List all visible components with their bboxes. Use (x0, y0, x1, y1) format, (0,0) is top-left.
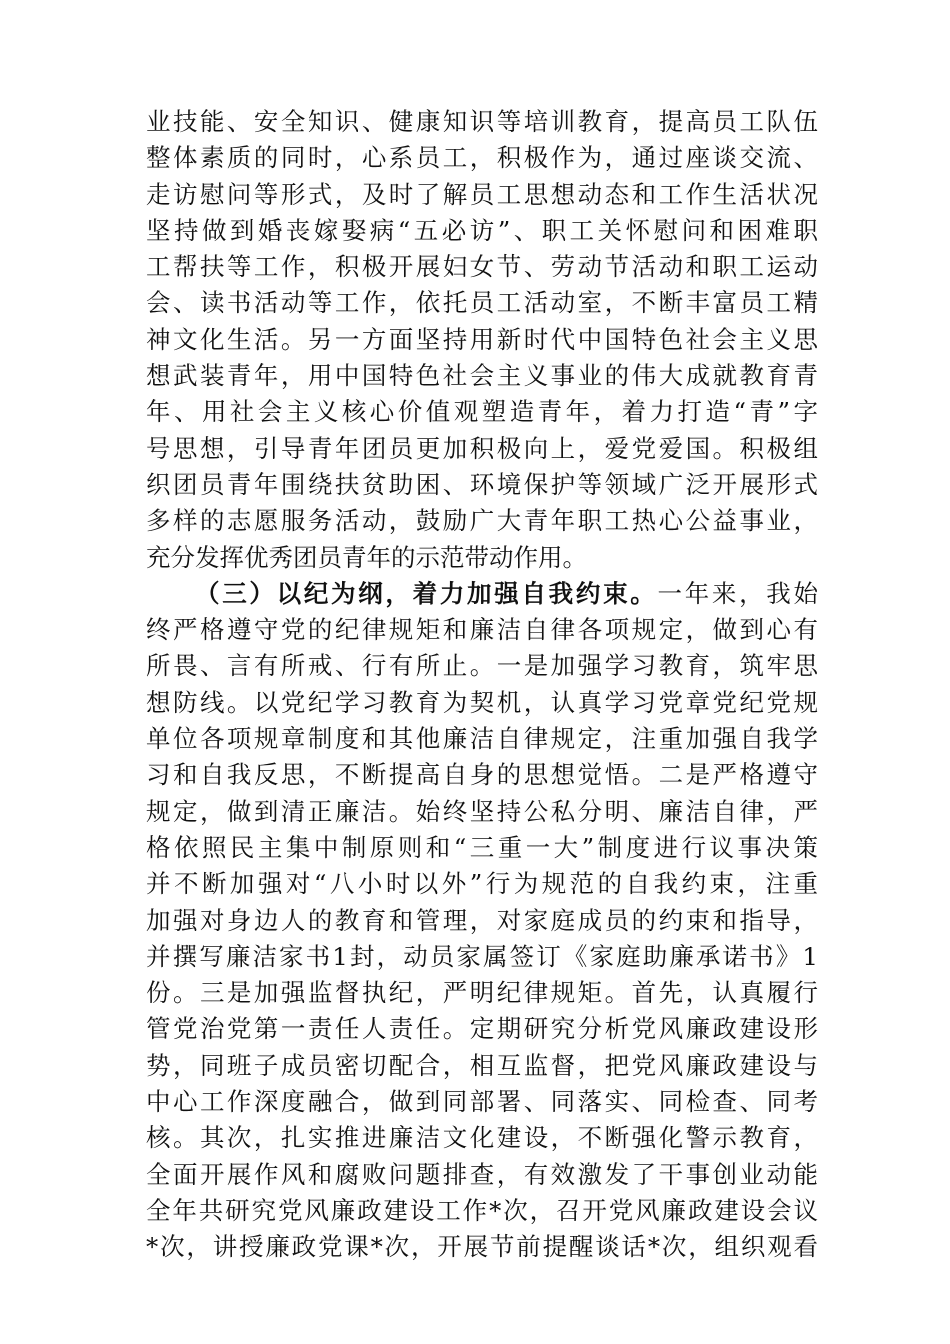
text-line: 走访慰问等形式，及时了解员工思想动态和工作生活状况 (146, 179, 818, 209)
section-heading: （三）以纪为纲，着力加强自我约束。 (195, 578, 658, 608)
text-line: 全年共研究党风廉政建设工作*次，召开党风廉政建设会议 (146, 1195, 818, 1225)
body-text (146, 104, 818, 1266)
text-line: 号思想，引导青年团员更加积极向上，爱党爱国。积极组 (146, 433, 818, 463)
text-line: 并不断加强对“八小时以外”行为规范的自我约束，注重 (146, 869, 818, 899)
text-line: 单位各项规章制度和其他廉洁自律规定，注重加强自我学 (146, 724, 818, 754)
text-line: 会、读书活动等工作，依托员工活动室，不断丰富员工精 (146, 288, 818, 318)
text-line: 年、用社会主义核心价值观塑造青年，着力打造“青”字 (146, 397, 818, 427)
text-line: 终严格遵守党的纪律规矩和廉洁自律各项规定，做到心有 (146, 615, 818, 645)
text-line: *次，讲授廉政党课*次，开展节前提醒谈话*次，组织观看 (146, 1232, 818, 1262)
text-line: 份。三是加强监督执纪，严明纪律规矩。首先，认真履行 (146, 978, 818, 1008)
text-line: 多样的志愿服务活动，鼓励广大青年职工热心公益事业， (146, 506, 818, 536)
text-line: 习和自我反思，不断提高自身的思想觉悟。二是严格遵守 (146, 760, 818, 790)
text-line: 并撰写廉洁家书1封，动员家属签订《家庭助廉承诺书》1 (146, 941, 818, 971)
text-line: 全面开展作风和腐败问题排查，有效激发了干事创业动能 (146, 1159, 818, 1189)
text-line: 织团员青年围绕扶贫助困、环境保护等领域广泛开展形式 (146, 469, 818, 499)
text-run: 一年来，我始 (657, 578, 819, 608)
text-line: 充分发挥优秀团员青年的示范带动作用。 (146, 542, 587, 572)
text-line: 神文化生活。另一方面坚持用新时代中国特色社会主义思 (146, 324, 818, 354)
text-line: 势，同班子成员密切配合，相互监督，把党风廉政建设与 (146, 1050, 818, 1080)
text-line: 核。其次，扎实推进廉洁文化建设，不断强化警示教育， (146, 1123, 818, 1153)
text-line: 管党治党第一责任人责任。定期研究分析党风廉政建设形 (146, 1014, 818, 1044)
text-line: 中心工作深度融合，做到同部署、同落实、同检查、同考 (146, 1087, 818, 1117)
text-line: 格依照民主集中制原则和“三重一大”制度进行议事决策 (146, 832, 818, 862)
text-line: 所畏、言有所戒、行有所止。一是加强学习教育，筑牢思 (146, 651, 818, 681)
text-line: 规定，做到清正廉洁。始终坚持公私分明、廉洁自律，严 (146, 796, 818, 826)
section-heading-line (146, 576, 818, 612)
text-line: 想武装青年，用中国特色社会主义事业的伟大成就教育青 (146, 361, 818, 391)
text-line: 加强对身边人的教育和管理，对家庭成员的约束和指导， (146, 905, 818, 935)
text-line: 想防线。以党纪学习教育为契机，认真学习党章党纪党规 (146, 687, 818, 717)
text-line: 坚持做到婚丧嫁娶病“五必访”、职工关怀慰问和困难职 (146, 215, 818, 245)
text-line: 业技能、安全知识、健康知识等培训教育，提高员工队伍 (146, 107, 818, 136)
text-line: 整体素质的同时，心系员工，积极作为，通过座谈交流、 (146, 143, 818, 173)
text-line: 工帮扶等工作，积极开展妇女节、劳动节活动和职工运动 (146, 252, 818, 282)
